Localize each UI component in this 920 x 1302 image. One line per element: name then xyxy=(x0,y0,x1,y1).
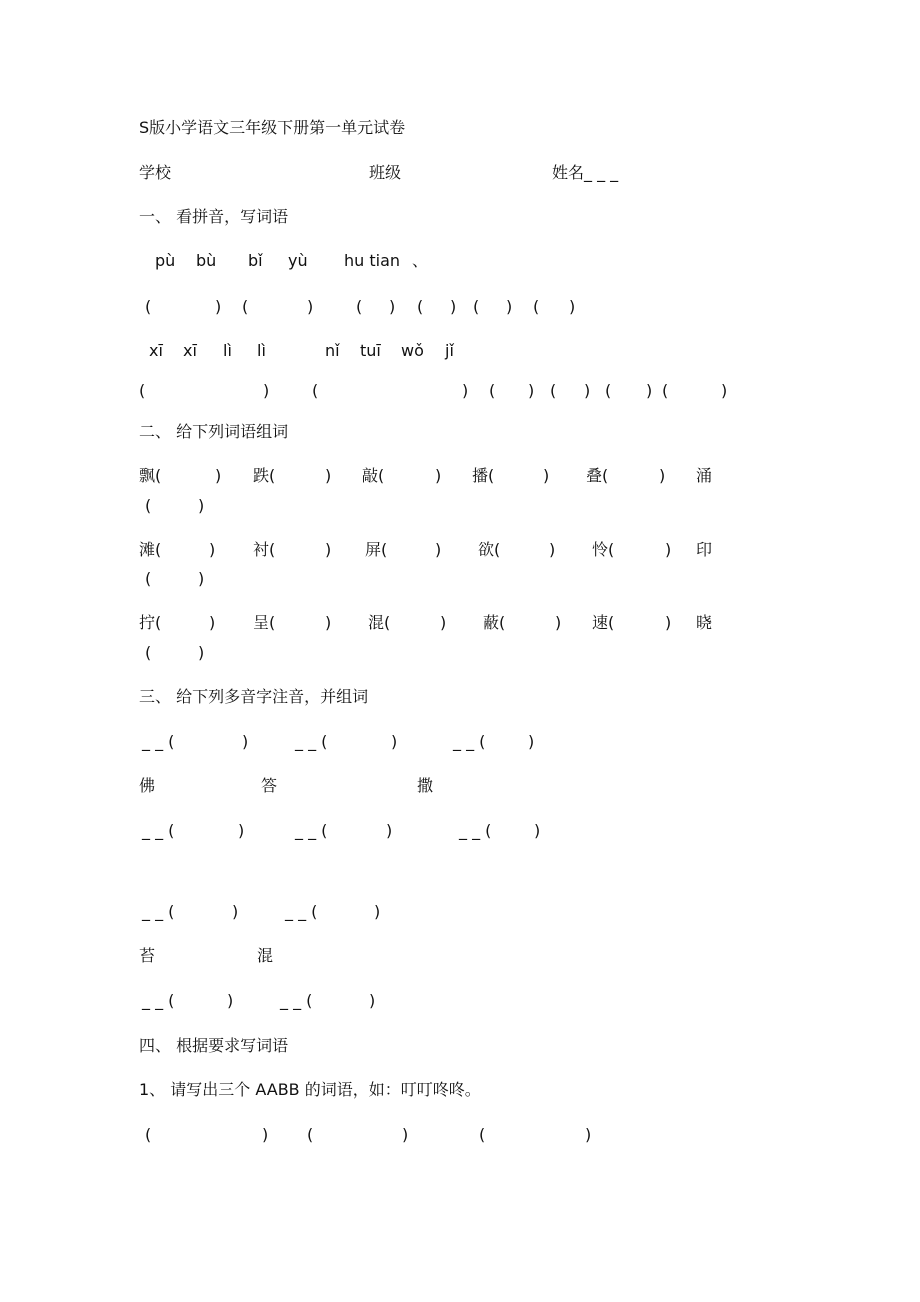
bracket: ) xyxy=(198,569,205,588)
word-char: 飘( xyxy=(139,466,162,485)
bracket: ( xyxy=(473,297,480,316)
bracket: ( xyxy=(550,381,557,400)
bracket: ) xyxy=(389,297,396,316)
bracket: ) xyxy=(569,297,576,316)
word-char: 跌( xyxy=(253,466,276,485)
blank-answer: _ _ ( xyxy=(459,821,492,840)
bracket: ( xyxy=(356,297,363,316)
school-label: 学校 xyxy=(139,163,172,182)
pinyin-item: 、 xyxy=(412,251,429,270)
word-char: 速( xyxy=(592,613,615,632)
blank-answer: _ _ ( xyxy=(295,821,328,840)
polyphone-char: 苔 xyxy=(139,946,156,965)
bracket: ) xyxy=(506,297,513,316)
bracket: ) xyxy=(435,540,442,559)
word-char: 怜( xyxy=(592,540,615,559)
bracket: ) xyxy=(262,1125,269,1144)
bracket: ( xyxy=(533,297,540,316)
pinyin-item: yù xyxy=(288,251,308,270)
bracket: ) xyxy=(534,821,541,840)
blank-answer: _ _ ( xyxy=(142,902,175,921)
bracket: ( xyxy=(605,381,612,400)
bracket: ) xyxy=(543,466,550,485)
bracket: ) xyxy=(386,821,393,840)
bracket: ) xyxy=(665,613,672,632)
bracket: ( xyxy=(479,1125,486,1144)
bracket: ) xyxy=(238,821,245,840)
bracket: ) xyxy=(462,381,469,400)
bracket: ) xyxy=(209,540,216,559)
bracket: ) xyxy=(242,732,249,751)
bracket: ) xyxy=(555,613,562,632)
word-char: 呈( xyxy=(253,613,276,632)
bracket: ) xyxy=(450,297,457,316)
polyphone-char: 混 xyxy=(257,946,274,965)
bracket: ) xyxy=(549,540,556,559)
bracket: ) xyxy=(198,643,205,662)
word-char: 涌 xyxy=(696,466,713,485)
pinyin-item: xī xyxy=(183,341,197,360)
section-heading-1: 一、 看拼音，写词语 xyxy=(139,207,289,226)
blank-answer: _ _ ( xyxy=(280,991,313,1010)
pinyin-item: wǒ xyxy=(401,341,424,360)
bracket: ) xyxy=(374,902,381,921)
word-char: 衬( xyxy=(253,540,276,559)
bracket: ) xyxy=(215,297,222,316)
pinyin-item: bù xyxy=(196,251,217,270)
class-label: 班级 xyxy=(369,163,402,182)
section-heading-4: 四、 根据要求写词语 xyxy=(139,1036,289,1055)
word-char: 敲( xyxy=(362,466,385,485)
bracket: ) xyxy=(391,732,398,751)
blank-answer: _ _ ( xyxy=(295,732,328,751)
bracket: ) xyxy=(402,1125,409,1144)
question-1: 1、 请写出三个 AABB 的词语，如：叮叮咚咚。 xyxy=(139,1080,481,1099)
bracket: ) xyxy=(198,496,205,515)
section-heading-2: 二、 给下列词语组词 xyxy=(139,422,289,441)
word-char: 晓 xyxy=(696,613,713,632)
bracket: ( xyxy=(417,297,424,316)
pinyin-item: nǐ xyxy=(325,341,340,360)
bracket: ( xyxy=(145,643,152,662)
bracket: ) xyxy=(325,540,332,559)
bracket: ( xyxy=(307,1125,314,1144)
bracket: ( xyxy=(139,381,146,400)
bracket: ) xyxy=(325,466,332,485)
bracket: ( xyxy=(145,496,152,515)
bracket: ) xyxy=(307,297,314,316)
pinyin-item: jǐ xyxy=(445,341,454,360)
bracket: ) xyxy=(215,466,222,485)
word-char: 叠( xyxy=(586,466,609,485)
blank-answer: _ _ ( xyxy=(142,732,175,751)
pinyin-item: xī xyxy=(149,341,163,360)
bracket: ( xyxy=(312,381,319,400)
word-char: 混( xyxy=(368,613,391,632)
pinyin-item: pù xyxy=(155,251,176,270)
pinyin-item: lì xyxy=(223,341,232,360)
word-char: 欲( xyxy=(478,540,501,559)
section-heading-3: 三、 给下列多音字注音，并组词 xyxy=(139,687,369,706)
bracket: ) xyxy=(232,902,239,921)
bracket: ( xyxy=(242,297,249,316)
bracket: ) xyxy=(325,613,332,632)
blank-answer: _ _ ( xyxy=(142,821,175,840)
bracket: ( xyxy=(145,1125,152,1144)
word-char: 拧( xyxy=(139,613,162,632)
bracket: ) xyxy=(665,540,672,559)
bracket: ) xyxy=(528,732,535,751)
pinyin-item: lì xyxy=(257,341,266,360)
bracket: ) xyxy=(585,1125,592,1144)
pinyin-item: bǐ xyxy=(248,251,263,270)
bracket: ) xyxy=(721,381,728,400)
blank-answer: _ _ ( xyxy=(142,991,175,1010)
polyphone-char: 撒 xyxy=(417,776,434,795)
bracket: ) xyxy=(209,613,216,632)
bracket: ) xyxy=(528,381,535,400)
bracket: ) xyxy=(435,466,442,485)
bracket: ) xyxy=(227,991,234,1010)
bracket: ) xyxy=(659,466,666,485)
bracket: ( xyxy=(145,569,152,588)
bracket: ) xyxy=(440,613,447,632)
polyphone-char: 答 xyxy=(261,776,278,795)
bracket: ) xyxy=(646,381,653,400)
exam-title: S版小学语文三年级下册第一单元试卷 xyxy=(139,118,406,137)
bracket: ( xyxy=(145,297,152,316)
bracket: ( xyxy=(662,381,669,400)
name-label: 姓名_ _ _ xyxy=(552,163,619,182)
pinyin-item: tuī xyxy=(360,341,381,360)
word-char: 滩( xyxy=(139,540,162,559)
bracket: ) xyxy=(584,381,591,400)
word-char: 屏( xyxy=(365,540,388,559)
polyphone-char: 佛 xyxy=(139,776,156,795)
bracket: ( xyxy=(489,381,496,400)
blank-answer: _ _ ( xyxy=(453,732,486,751)
pinyin-item: hu tian xyxy=(344,251,401,270)
bracket: ) xyxy=(263,381,270,400)
blank-answer: _ _ ( xyxy=(285,902,318,921)
word-char: 播( xyxy=(472,466,495,485)
word-char: 印 xyxy=(696,540,713,559)
word-char: 蔽( xyxy=(483,613,506,632)
bracket: ) xyxy=(369,991,376,1010)
